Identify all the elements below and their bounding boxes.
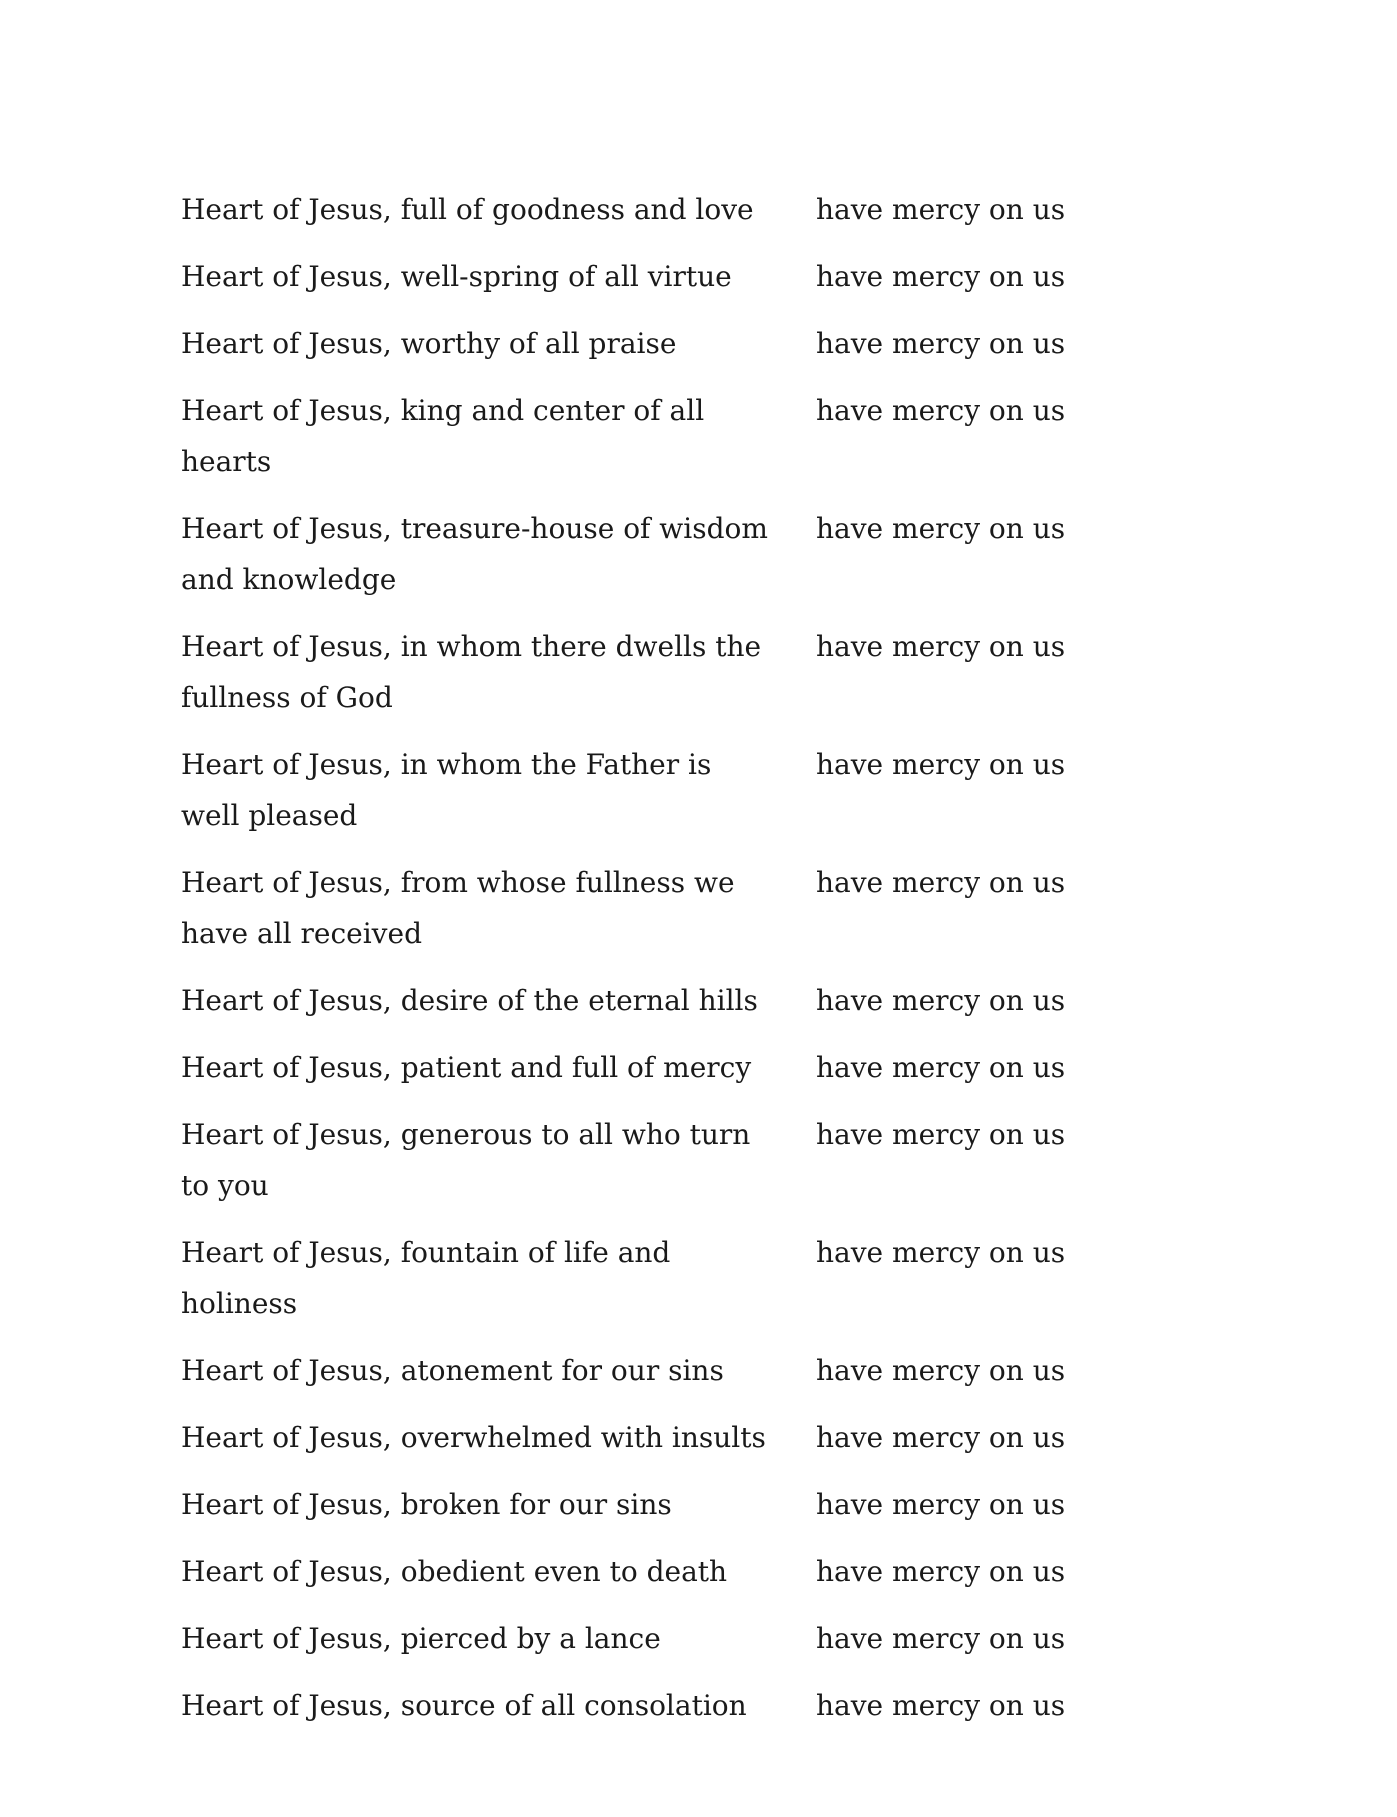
invocation-text: Heart of Jesus, worthy of all praise bbox=[181, 327, 677, 360]
invocation-text: Heart of Jesus, from whose fullness we have all received bbox=[181, 866, 735, 950]
litany-row bbox=[181, 1227, 1081, 1329]
litany-row bbox=[181, 1042, 1081, 1093]
litany-row bbox=[181, 857, 1081, 959]
invocation-text: Heart of Jesus, in whom the Father is well pleased bbox=[181, 748, 712, 832]
response-text: have mercy on us bbox=[816, 1118, 1066, 1151]
invocation-text: Heart of Jesus, desire of the eternal hills bbox=[181, 984, 758, 1017]
invocation-text: Heart of Jesus, source of all consolation bbox=[181, 1689, 747, 1722]
litany-row bbox=[181, 251, 1081, 302]
invocation-text: Heart of Jesus, well-spring of all virtue bbox=[181, 260, 732, 293]
response-text: have mercy on us bbox=[816, 1354, 1066, 1387]
litany-list bbox=[181, 184, 1081, 1747]
litany-row bbox=[181, 1613, 1081, 1664]
litany-row bbox=[181, 1345, 1081, 1396]
litany-row bbox=[181, 1546, 1081, 1597]
response-text: have mercy on us bbox=[816, 630, 1066, 663]
response-text: have mercy on us bbox=[816, 1421, 1066, 1454]
litany-row bbox=[181, 1109, 1081, 1211]
response-text: have mercy on us bbox=[816, 327, 1066, 360]
invocation-text: Heart of Jesus, treasure-house of wisdom and knowledge bbox=[181, 512, 768, 596]
litany-row bbox=[181, 621, 1081, 723]
invocation-text: Heart of Jesus, king and center of all hearts bbox=[181, 394, 705, 478]
invocation-text: Heart of Jesus, atonement for our sins bbox=[181, 1354, 724, 1387]
invocation-text: Heart of Jesus, in whom there dwells the fullness of God bbox=[181, 630, 762, 714]
invocation-text: Heart of Jesus, fountain of life and holiness bbox=[181, 1236, 671, 1320]
invocation-text: Heart of Jesus, patient and full of mercy bbox=[181, 1051, 752, 1084]
litany-row bbox=[181, 503, 1081, 605]
invocation-text: Heart of Jesus, full of goodness and love bbox=[181, 193, 754, 226]
invocation-text: Heart of Jesus, generous to all who turn to you bbox=[181, 1118, 751, 1202]
response-text: have mercy on us bbox=[816, 1488, 1066, 1521]
invocation-text: Heart of Jesus, pierced by a lance bbox=[181, 1622, 661, 1655]
response-text: have mercy on us bbox=[816, 193, 1066, 226]
response-text: have mercy on us bbox=[816, 394, 1066, 427]
response-text: have mercy on us bbox=[816, 1622, 1066, 1655]
litany-row bbox=[181, 975, 1081, 1026]
response-text: have mercy on us bbox=[816, 748, 1066, 781]
response-text: have mercy on us bbox=[816, 1236, 1066, 1269]
response-text: have mercy on us bbox=[816, 512, 1066, 545]
response-text: have mercy on us bbox=[816, 1689, 1066, 1722]
invocation-text: Heart of Jesus, overwhelmed with insults bbox=[181, 1421, 766, 1454]
response-text: have mercy on us bbox=[816, 1051, 1066, 1084]
response-text: have mercy on us bbox=[816, 984, 1066, 1017]
response-text: have mercy on us bbox=[816, 260, 1066, 293]
invocation-text: Heart of Jesus, obedient even to death bbox=[181, 1555, 728, 1588]
litany-row bbox=[181, 1680, 1081, 1731]
litany-row bbox=[181, 1479, 1081, 1530]
response-text: have mercy on us bbox=[816, 866, 1066, 899]
invocation-text: Heart of Jesus, broken for our sins bbox=[181, 1488, 672, 1521]
litany-row bbox=[181, 318, 1081, 369]
litany-row bbox=[181, 385, 1081, 487]
litany-row bbox=[181, 739, 1081, 841]
response-text: have mercy on us bbox=[816, 1555, 1066, 1588]
litany-row bbox=[181, 1412, 1081, 1463]
litany-row bbox=[181, 184, 1081, 235]
